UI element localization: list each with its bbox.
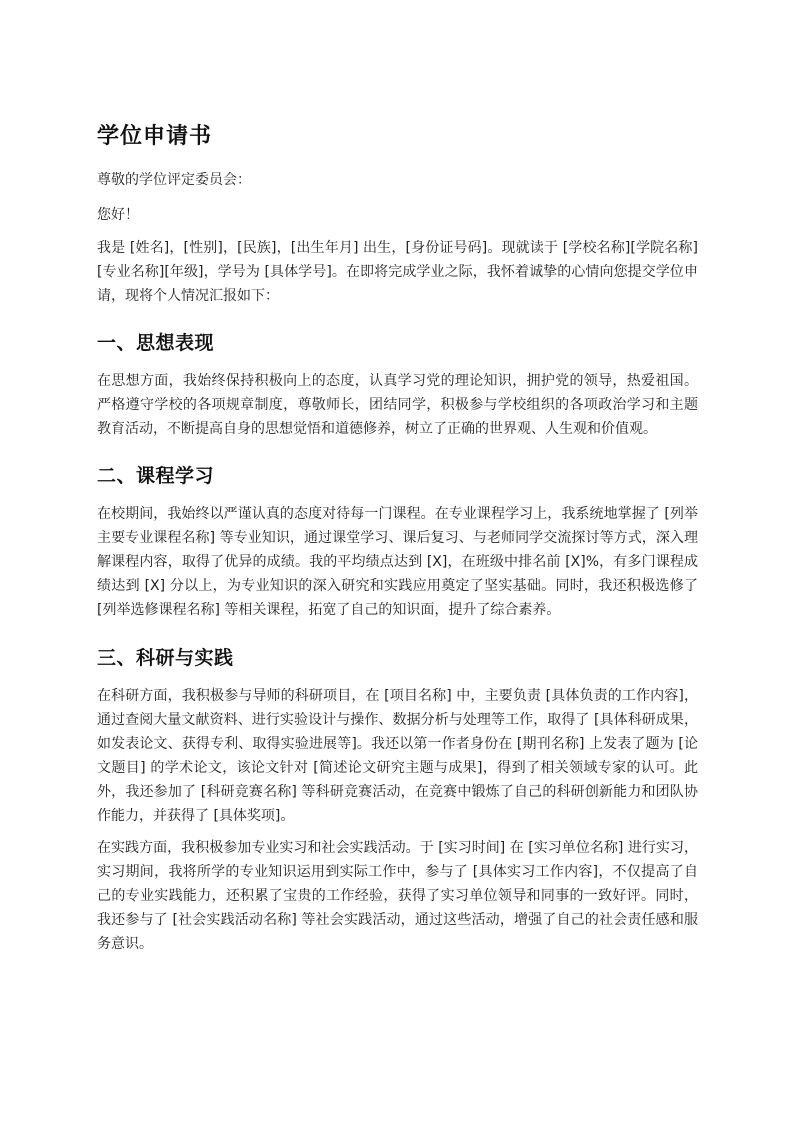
greeting: 您好！ — [97, 207, 139, 223]
section-heading-thought: 一、思想表现 — [97, 332, 215, 354]
section-heading-research-practice: 三、科研与实践 — [97, 647, 234, 669]
section-paragraph-thought: 在思想方面，我始终保持积极向上的态度，认真学习党的理论知识，拥护党的领导，热爱祖国。严格遵守学校的各项规章制度，尊敬师长，团结同学，积极参与学校组织的各项政治学习和主题教育活动，不断提高自身的思想觉悟和道德修养，树立了正确的世界观、人生观和价值观。 — [97, 373, 698, 437]
document-title: 学位申请书 — [97, 124, 213, 149]
section-paragraph-research: 在科研方面，我积极参与导师的科研项目，在 [项目名称] 中，主要负责 [具体负责的工作内容]，通过查阅大量文献资料、进行实验设计与操作、数据分析与处理等工作，取得了 [具体科研成果，如发表论文、获得专利、取得实验进展等]。我还以第一作者身份在 [期刊名称] 上发表了题为 [论文题目] 的学术论文，该论文针对 [简述论文研究主题与成果]，得到了相关领域专家的认可。此外，我还参加了 [科研竞赛名称] 等科研竞赛活动，在竞赛中锻炼了自己的科研创新能力和团队协作能力，并获得了 [具体奖项]。 — [97, 688, 698, 824]
section-paragraph-practice: 在实践方面，我积极参加专业实习和社会实践活动。于 [实习时间] 在 [实习单位名称] 进行实习，实习期间，我将所学的专业知识运用到实际工作中，参与了 [具体实习工作内容]，不仅提高了自己的专业实践能力，还积累了宝贵的工作经验，获得了实习单位领导和同事的一致好评。同时，我还参与了 [社会实践活动名称] 等社会实践活动，通过这些活动，增强了自己的社会责任感和服务意识。 — [97, 840, 698, 952]
section-paragraph-courses: 在校期间，我始终以严谨认真的态度对待每一门课程。在专业课程学习上，我系统地掌握了 [列举主要专业课程名称] 等专业知识，通过课堂学习、课后复习、与老师同学交流探讨等方式，深入理解课程内容，取得了优异的成绩。我的平均绩点达到 [X]，在班级中排名前 [X]%，有多门课程成绩达到 [X] 分以上，为专业知识的深入研究和实践应用奠定了坚实基础。同时，我还积极选修了 [列举选修课程名称] 等相关课程，拓宽了自己的知识面，提升了综合素养。 — [97, 506, 698, 618]
section-heading-courses: 二、课程学习 — [97, 465, 215, 487]
intro-paragraph: 我是 [姓名]，[性别]，[民族]，[出生年月] 出生，[身份证号码]。现就读于 [学校名称][学院名称][专业名称][年级]，学号为 [具体学号]。在即将完成学业之际，我怀着诚挚的心情向您提交学位申请，现将个人情况汇报如下： — [97, 240, 698, 304]
salutation: 尊敬的学位评定委员会： — [97, 172, 251, 188]
